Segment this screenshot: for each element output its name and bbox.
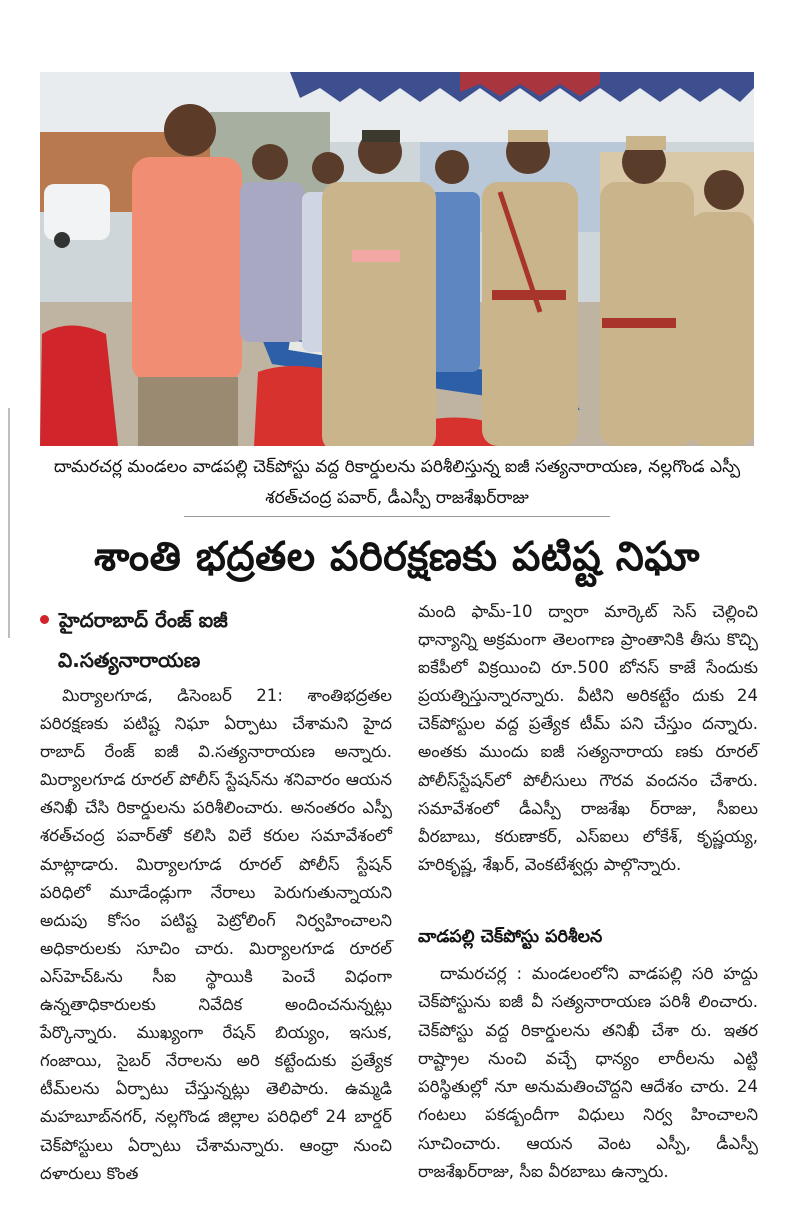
- article-paragraph: దామరచర్ల : మండలంలోని వాడపల్లి సరి హద్దు చెక్‌పోస్టును ఐజీ వీ సత్యనారాయణ పరిశీ లించారు. చెక్‌పోస్టు వద్ద రికార్డులను తనిఖీ చేశా రు. ఇతర రాష్ట్రాల నుంచి వచ్చే ధాన్యం లారీలను ఎట్టి పరిస్థితుల్లో నూ అనుమతించొద్దని ఆదేశం చారు. 24 గంటలు పకడ్బందీగా విధులు నిర్వ హించాలని సూచించారు. ఆయన వెంట ఎస్పీ, డీఎస్పీ రాజశేఖర్‌రాజు, సీఐ వీరబాబు ఉన్నారు.: [418, 964, 758, 1182]
- news-photo: [40, 72, 754, 446]
- sub-heading: వాడపల్లి చెక్‌పోస్టు పరిశీలన: [418, 927, 603, 947]
- byline-title: హైదరాబాద్ రేంజ్ ఐజీ: [59, 608, 228, 632]
- article-paragraph: మంది ఫామ్-10 ద్వారా మార్కెట్ సెస్ చెల్లించి ధాన్యాన్ని అక్రమంగా తెలంగాణ ప్రాంతానికి తీసు కొచ్చి ఐకేపీలో విక్రయించి రూ.500 బోనస్ కాజే సేందుకు ప్రయత్నిస్తున్నారన్నారు. వీటిని అరికట్టేం దుకు 24 చెక్‌పోస్టుల వద్ద ప్రత్యేక టీమ్ పని చేస్తుం దన్నారు. అంతకు ముందు ఐజీ సత్యనారాయ ణకు రూరల్ పోలీస్‌స్టేషన్‌లో పోలీసులు గౌరవ వందనం చేశారు. సమావేశంలో డీఎస్పీ రాజశేఖ ర్‌రాజు, సీఐలు వీరబాబు, కరుణాకర్, ఎస్ఐలు లోకేశ్, కృష్ణయ్య, హరికృష్ణ, శేఖర్, వెంకటేశ్వర్లు పాల్గొన్నారు.: [418, 602, 758, 874]
- byline: [40, 600, 392, 680]
- article-body-left: [40, 682, 392, 1188]
- caption-divider: [184, 516, 610, 517]
- byline-name: వి.సత్యనారాయణ: [58, 648, 201, 672]
- article-body-right-2: [418, 960, 758, 1186]
- bullet-icon: [40, 615, 49, 624]
- page-edge-line: [8, 408, 10, 638]
- byline-line1: [40, 600, 392, 640]
- article-paragraph: మిర్యాలగూడ, డిసెంబర్ 21: శాంతిభద్రతల పరిరక్షణకు పటిష్ట నిఘా ఏర్పాటు చేశామని హైద రాబాద్ రేంజ్ ఐజీ వి.సత్యనారాయణ అన్నారు. మిర్యాలగూడ రూరల్ పోలీస్ స్టేషన్‌ను శనివారం ఆయన తనిఖీ చేసి రికార్డులను పరిశీలించారు. అనంతరం ఎస్పీ శరత్‌చంద్ర పవార్‌తో కలిసి విలే కరుల సమావేశంలో మాట్లాడారు. మిర్యాలగూడ రూరల్ పోలీస్ స్టేషన్ పరిధిలో మూడేండ్లుగా నేరాలు పెరుగుతున్నాయని అదుపు కోసం పటిష్ట పెట్రోలింగ్ నిర్వహించాలని అధికారులకు సూచిం చారు. మిర్యాలగూడ రూరల్ ఎస్‌హెచ్‌ఓను సీఐ స్థాయికి పెంచే విధంగా ఉన్నతాధికారులకు నివేదిక అందించనున్నట్లు పేర్కొన్నారు. ముఖ్యంగా రేషన్ బియ్యం, ఇసుక, గంజాయి, సైబర్ నేరాలను అరి కట్టేందుకు ప్రత్యేక టీమ్‌లను ఏర్పాటు చేస్తున్నట్లు తెలిపారు. ఉమ్మడి మహబూబ్‌నగర్, నల్లగొండ జిల్లాల పరిధిలో 24 బార్డర్ చెక్‌పోస్టులు ఏర్పాటు చేశామన్నారు. ఆంధ్రా నుంచి దళారులు కొంత: [40, 686, 392, 1183]
- headline: శాంతి భద్రతల పరిరక్షణకు పటిష్ట నిఘా: [94, 534, 700, 580]
- photo-caption: దామరచర్ల మండలం వాడపల్లి చెక్‌పోస్టు వద్ద రికార్డులను పరిశీలిస్తున్న ఐజీ సత్యనారాయణ, నల్లగొండ ఎస్పీ శరత్‌చంద్ర పవార్, డీఎస్పీ రాజశేఖర్‌రాజు: [53, 457, 741, 508]
- article-body-right: [418, 598, 758, 879]
